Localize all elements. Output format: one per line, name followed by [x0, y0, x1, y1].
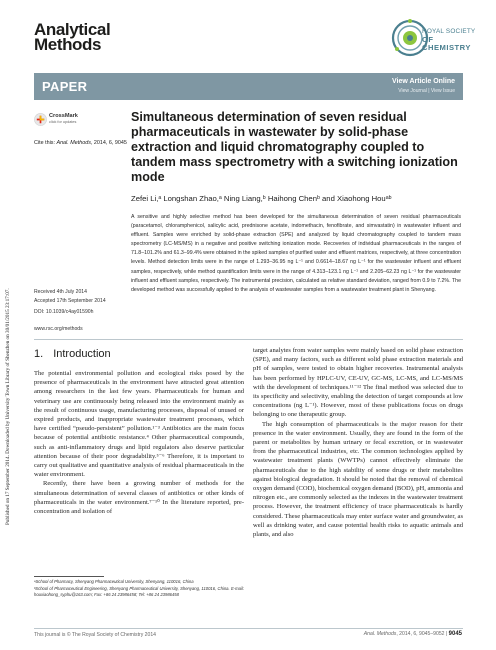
right-body-text — [253, 346, 463, 539]
article-title: Simultaneous determination of seven residual pharmaceuticals in wastewater by solid-phase extraction and liquid chromatography coupled to tandem mass spectrometry with a switching ionization mode — [131, 110, 458, 184]
footer-copyright: This journal is © The Royal Society of Chemistry 2014 — [34, 632, 156, 638]
view-journal-issue-links[interactable]: View Journal | View Issue — [398, 88, 455, 94]
journal-site-link[interactable]: www.rsc.org/methods — [34, 326, 83, 332]
cite-journal: Anal. Methods — [56, 140, 91, 146]
cite-prefix: Cite this: — [34, 140, 57, 146]
section-heading — [34, 348, 244, 362]
download-note: Published on 17 September 2014. Downloaded by University Town Library of Shenzhen on 30/01/2015 23:17:07. — [5, 288, 11, 525]
crossmark-icon[interactable] — [34, 112, 47, 127]
footer-rest: , 2014, 6, 9045–9052 | — [396, 631, 449, 637]
paragraph: The high consumption of pharmaceuticals is the major reason for their presence in the water environment. Usually, they are found in the form of the parent or metabolites by human urinary or fecal excretion, or in wastewater from the pharmaceutical industries, etc. The common technologies applied by wastewater treatment plants (WWTPs) cannot effectively eliminate the pharmaceuticals due to the high stability of some drugs or their metabolites against biological degradation. It should be noted that the removal of chemical oxygen demand (COD), biochemical oxygen demand (BOD), pH, ammonia and nitrogen etc., are commonly selected as the indexes in the wastewater treatment process. However, the treatment efficiency of trace pharmaceuticals is hardly considered. These pharmaceuticals may enter surface water and groundwater, as well as drinking water, and cause potential health risks to aquatic animals and plants, and also — [253, 420, 463, 539]
accepted-date: Accepted 17th September 2014 — [34, 297, 106, 304]
paragraph: target analytes from water samples were mainly based on solid phase extraction (SPE), and many factors, such as different solid phase extraction materials and pH of samples, were tested to obtain higher recoveries. Instrumental analysis has been performed by HPLC-UV, CE-UV, GC-MS, LC-MS, and LC-MS/MS with the development of techniques.¹¹⁻¹² The final method was selected due to its specificity and selectivity, enabling the detection of target compounds at low concentrations (ng L⁻¹). However, most of these publications focus on drugs belonging to one therapeutic group. — [253, 347, 463, 419]
journal-title-line2: Methods — [34, 35, 102, 54]
body-column-left — [34, 346, 244, 516]
footer-citation — [364, 631, 462, 637]
article-dates — [34, 288, 129, 305]
abstract: A sensitive and highly selective method has been developed for the simultaneous determination of seven residual pharmaceuticals (paracetamol, chloramphenicol, salicylic acid, prednisone acetate, indomethacin, fenofibrate, and simvastatin) in wastewater influent and effluent. Samples were enriched by solid-phase extraction (SPE) and analyzed by liquid chromatography coupled to tandem mass spectrometry (LC-MS/MS) in a negative and positive switching ionization mode. Recoveries of individual pharmaceuticals in the ranges of 71.8–101.2% and 61.3–99.4% were obtained in the spiked samples of purified water and effluent matrices, respectively, at three concentration levels. Method detection limits were in the range of 1.293–36.95 ng L⁻¹ and 0.6614–18.67 ng L⁻¹ for the wastewater influent and effluent samples, respectively, while method quantification limits were in the range of 4.313–123.1 ng L⁻¹ and 2.205–62.23 ng L⁻¹ for the wastewater influent and effluent samples, respectively. The instrumental precision, calculated as relative standard deviation, ranged from 0.9 to 7.2%. The developed method was successfully applied to the analysis of wastewater samples from a wastewater treatment plant in Shenyang. — [131, 214, 461, 293]
paragraph: The potential environmental pollution and ecological risks posed by the presence of pharmaceuticals in the environment have attracted great attention among researchers in the last few years. Pharmaceuticals for human and veterinary use are continuously being released into the environment mainly as the result of continuous usage, manufacturing processes, disposal of unused or expired products, and inappropriate wastewater treatment processes, which have certified “pseudo-persistent” pollution.¹⁻³ Antibiotics are the main focus because of potential antibiotic resistance.⁴ Other pharmaceutical compounds, such as anti-inflammatory drugs and lipid regulators also deserve particular attention because of their poor degradability.⁵⁻⁶ Therefore, it is important to carry out qualitative and quantitative analysis of residual pharmaceuticals in the water environment. — [34, 370, 244, 479]
section-title: Introduction — [53, 348, 111, 360]
section-number: 1. — [34, 348, 44, 360]
rsc-line2: OF CHEMISTRY — [422, 34, 471, 52]
crossmark-label[interactable]: CrossMark — [49, 113, 78, 119]
received-date: Received 4th July 2014 — [34, 289, 87, 295]
author-list: Zefei Li,ᵃ Longshan Zhao,ᵃ Ning Liang,ᵇ Haihong Chenᵇ and Xiaohong Houᵃᵇ — [131, 194, 392, 203]
left-body-text — [34, 369, 244, 516]
abstract-divider — [34, 339, 463, 340]
affiliations-footnotes — [34, 579, 244, 599]
crossmark-sub: click for updates — [49, 120, 77, 124]
footer-divider — [34, 628, 463, 629]
article-type-label: PAPER — [42, 79, 88, 94]
footnote: ᵇSchool of Pharmaceutical Engineering, Shenyang Pharmaceutical University, Shenyang, 110016, China. E-mail: houxiaohong_syphu@163.com; Fax: +86 24 23986458; Tel: +86 24 23986458 — [34, 585, 244, 598]
citation-line — [34, 140, 127, 146]
rsc-wordmark — [422, 28, 482, 53]
footnote-divider — [34, 576, 104, 577]
cite-rest: , 2014, 6, 9045 — [90, 140, 127, 146]
view-online-link[interactable]: View Article Online — [391, 78, 455, 85]
body-column-right — [253, 346, 463, 539]
rsc-line1: ROYAL SOCIETY — [422, 28, 476, 35]
footer-journal: Anal. Methods — [363, 631, 397, 637]
article-type-bar — [34, 73, 463, 100]
journal-title[interactable] — [34, 22, 110, 52]
paragraph: Recently, there have been a growing number of methods for the simultaneous determination of several classes of antibiotics or other kinds of pharmaceuticals in the water environment.⁷⁻¹⁰ In the literature reported, pre-concentration and isolation of — [34, 480, 244, 516]
page-number: 9045 — [448, 631, 462, 637]
journal-title-line1: Analytical — [34, 20, 111, 39]
doi-link[interactable]: DOI: 10.1039/c4ay01590h — [34, 309, 94, 315]
footnote: ᵃSchool of Pharmacy, Shenyang Pharmaceutical University, Shenyang, 110016, China — [34, 579, 194, 584]
